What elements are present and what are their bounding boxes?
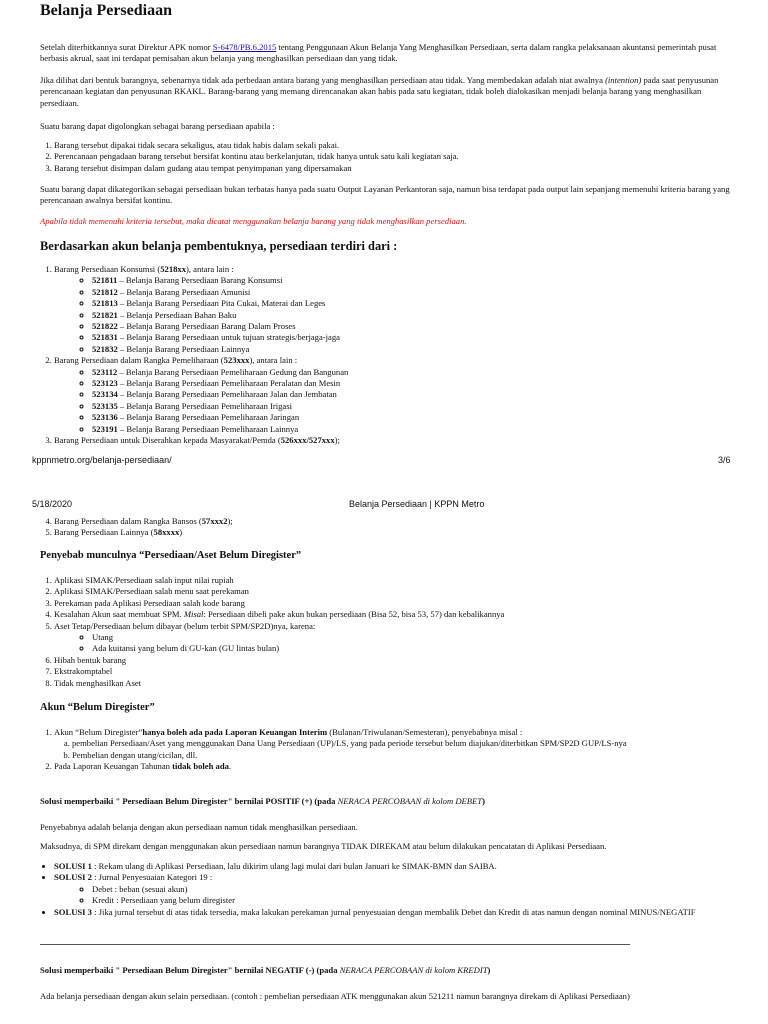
penyebab-item: 6. Hibah bentuk barang (54, 655, 734, 666)
akun-item (92, 389, 734, 400)
solusi-subitem: ◦ Kredit : Persediaan yang belum diregister (92, 895, 734, 906)
penyebab-item: 7. Ekstrakomptabel (54, 666, 734, 677)
akun-code: 521811 (92, 275, 118, 286)
akun-belum-diregister-item (54, 727, 734, 761)
persediaan-type-list (54, 264, 734, 447)
type-code: 57xxx2 (201, 516, 228, 526)
penyebab-sublist (54, 632, 734, 655)
type-label: Barang Persediaan dalam Rangka Bansos ( (54, 516, 202, 526)
akun-name: – Belanja Barang Persediaan Pemeliharaan Gedung dan Bangunan (117, 366, 349, 377)
type-label: Barang Persediaan Konsumsi ( (54, 264, 161, 274)
type-label-tail: ); (227, 516, 233, 526)
type-label-tail: ), antara lain : (249, 355, 298, 366)
penyebab-list (54, 575, 734, 689)
akun-name: – Belanja Barang Persediaan Lainnya (117, 343, 250, 354)
page-title: Belanja Persediaan (40, 2, 172, 19)
type-label-tail: ); (334, 435, 340, 446)
type-code: 58xxxx (153, 527, 180, 538)
akun-name: – Belanja Barang Persediaan Barang Konsumsi (117, 275, 283, 286)
akun-code: 521821 (92, 309, 118, 320)
section-heading-komposisi: Berdasarkan akun belanja pembentuknya, persediaan terdiri dari : (40, 239, 398, 253)
akun-text-c: . (228, 761, 232, 772)
akun-code: 521832 (92, 343, 118, 354)
akun-text-a: Pada Laporan Keuangan Tahunan (54, 761, 173, 772)
criteria-item: 3. Barang tersebut disimpan dalam gudang atau tempat penyimpanan yang dipersamakan (54, 163, 734, 174)
akun-belum-diregister-list (54, 727, 734, 773)
solusi-positif-paragraph-1: Penyebabnya adalah belanja dengan akun persediaan namun tidak menghasilkan persediaan. (40, 822, 358, 832)
criteria-list (54, 140, 734, 174)
header-date: 5/18/2020 (32, 499, 73, 509)
akun-item (92, 367, 734, 378)
intro-p2-text-a: Jika dilihat dari bentuk barangnya, sebenarnya tidak ada perbedaan antara barang yang menghasilkan persediaan atau tidak. Yang membedakan adalah niat awalnya (40, 75, 606, 85)
persediaan-type-item (54, 264, 734, 355)
akun-code: 523135 (92, 400, 118, 411)
persediaan-type-item (54, 355, 734, 435)
akun-text-bold: hanya boleh ada pada Laporan Keuangan Interim (142, 727, 328, 737)
solusi-label: SOLUSI 2 (54, 872, 92, 883)
solusi-positif-paragraph-2: Maksudnya, di SPM direkam dengan menggunakan akun persediaan namun barangnya TIDAK DIREKAM atau belum dilakukan pencatatan di Aplikasi Persediaan. (40, 841, 607, 851)
surat-link[interactable]: S-6478/PB.6.2015 (212, 42, 277, 52)
akun-name: – Belanja Barang Persediaan Amunisi (117, 286, 251, 297)
penyebab-subitem: ◦ Utang (92, 632, 734, 643)
akun-item (92, 275, 734, 286)
header-title: Belanja Persediaan | KPPN Metro (349, 499, 485, 509)
penyebab-item (54, 621, 734, 655)
intro-p2-intention: (intention) (605, 75, 642, 85)
akun-code: 523136 (92, 412, 118, 423)
akun-code: 523191 (92, 423, 118, 434)
penyebab-misal: Misal (183, 609, 204, 620)
solusi-text: : Jika jurnal tersebut di atas tidak tersedia, maka lakukan perekaman jurnal penyesuaian dengan membalik Debet dan Kredit di atas namun dengan nominal MINUS/NEGATIF (91, 906, 696, 917)
intro-p1-text-a: Setelah diterbitkannya surat Direktur APK nomor (40, 42, 213, 52)
solusi-item (54, 907, 734, 918)
criteria-item: 2. Perencanaan pengadaan barang tersebut bersifat kontinu atau berkelanjutan, tidak hanya untuk satu kali kegiatan saja. (54, 151, 734, 162)
penyebab-text: Kesalahan Akun saat membuat SPM. (54, 609, 184, 620)
type-label: Barang Persediaan Lainnya ( (54, 527, 154, 538)
persediaan-type-item (54, 527, 734, 538)
akun-text-bold: tidak boleh ada (172, 761, 229, 772)
akun-name: – Belanja Barang Persediaan Pita Cukai, Materai dan Leges (117, 298, 326, 309)
solusi-item (54, 872, 734, 906)
akun-item (92, 344, 734, 355)
akun-sublist (54, 275, 734, 355)
penyebab-item: 2. Aplikasi SIMAK/Persediaan salah menu saat perekaman (54, 586, 734, 597)
type-code: 523xxx (223, 355, 250, 366)
intro-p2-text-b: pada saat penyusunan perencanaan kegiatan dan penyusunan RKAKL. Barang-barang yang memang direncanakan akan habis pada satu kegiatan, tidak boleh dialokasikan menjadi belanja barang yang menghasilkan persediaan. (40, 75, 719, 108)
akun-text-c: (Bulanan/Triwulanan/Semesteran), penyebabnya misal : (327, 727, 523, 737)
akun-name: – Belanja Barang Persediaan untuk tujuan strategis/berjaga-jaga (117, 332, 340, 343)
akun-item (92, 332, 734, 343)
akun-item (92, 424, 734, 435)
akun-code: 523134 (92, 389, 118, 400)
penyebab-item (54, 609, 734, 620)
akun-item (92, 321, 734, 332)
section-heading-akun-belum-diregister: Akun “Belum Diregister” (40, 702, 155, 713)
akun-name: – Belanja Barang Persediaan Pemeliharaan Jaringan (117, 412, 300, 423)
section-divider (40, 944, 630, 945)
solusi-label: SOLUSI 3 (54, 906, 92, 917)
akun-code: 521831 (92, 332, 118, 343)
penyebab-text: Aset Tetap/Persediaan belum dibayar (belum terbit SPM/SP2D)nya, karena: (54, 620, 316, 631)
warning-text: Apabila tidak memenuhi kriteria tersebut, maka dicatat menggunakan belanja barang yang tidak menghasilkan persediaan. (40, 216, 467, 226)
solusi-subitem: ◦ Debet : beban (sesuai akun) (92, 884, 734, 895)
akun-sublist (54, 367, 734, 435)
penyebab-subitem: ◦ Ada kuitansi yang belum di GU-kan (GU lintas bulan) (92, 643, 734, 654)
intro-p1-text-b: tentang Penggunaan Akun Belanja Yang Menghasilkan Persediaan, serta dalam rangka pelaksanaan akuntansi pemerintah pusat berbasis akrual, saat ini terdapat pemisahan akun belanja yang menghasilkan persediaan dan yang tidak. (40, 42, 717, 64)
solusi-negatif-paragraph-1: Ada belanja persediaan dengan akun selain persediaan. (contoh : pembelian persediaan ATK menggunakan akun 521211 namun barangnya direkam di Aplikasi Persediaan) (40, 991, 630, 1001)
solusi-negatif-heading (40, 965, 730, 976)
footer-page-number: 3/6 (718, 455, 731, 465)
intro-paragraph-4: Suatu barang dapat dikategorikan sebagai persediaan bukan terbatas hanya pada suatu Output Layanan Perkantoran saja, namun bisa terdapat pada output lain sepanjang memenuhi kriteria barang yang perencanaan awalnya bersifat kontinu. (40, 184, 730, 206)
solusi-heading-text: Solusi memperbaiki " Persediaan Belum Diregister" bernilai NEGATIF (-) (pada (40, 965, 340, 975)
akun-name: – Belanja Barang Persediaan Pemeliharaan Irigasi (117, 400, 292, 411)
intro-paragraph-1 (40, 42, 730, 65)
akun-code: 521812 (92, 286, 118, 297)
solusi-text: : Jurnal Penyesuaian Kategori 19 : (91, 872, 213, 883)
solusi-heading-tail: ) (482, 796, 485, 806)
akun-text-a: Akun “Belum Diregister” (54, 727, 143, 737)
akun-item (92, 401, 734, 412)
akun-code: 523112 (92, 366, 118, 377)
type-label-tail: ) (179, 527, 183, 538)
type-code: 5218xx (160, 264, 186, 274)
akun-subitem: b. Pembelian dengan utang/cicilan, dll. (72, 750, 734, 761)
section-heading-penyebab: Penyebab munculnya “Persediaan/Aset Belum Diregister” (40, 550, 302, 561)
akun-subitem: a. pembelian Persediaan/Aset yang menggunakan Dana Uang Persediaan (UP)/LS, yang pada periode tersebut belum diajukan/diterbitkan SPM/SP2D GUP/LS-nya (72, 738, 734, 749)
akun-name: – Belanja Barang Persediaan Pemeliharaan Lainnya (117, 423, 299, 434)
akun-name: – Belanja Barang Persediaan Barang Dalam Proses (117, 321, 296, 332)
intro-paragraph-3: Suatu barang dapat digolongkan sebagai barang persediaan apabila : (40, 121, 275, 131)
type-label: Barang Persediaan dalam Rangka Pemeliharaan ( (54, 355, 224, 366)
footer-url: kppnmetro.org/belanja-persediaan/ (32, 455, 172, 465)
solusi-heading-italic: NERACA PERCOBAAN di kolom DEBET (337, 796, 483, 806)
penyebab-item: 8. Tidak menghasilkan Aset (54, 678, 734, 689)
akun-code: 521822 (92, 321, 118, 332)
akun-belum-diregister-item (54, 761, 734, 772)
solusi-text: : Rekam ulang di Aplikasi Persediaan, lalu dikirim ulang lagi mulai dari bulan Januari ke SIMAK-BMN dan SAIBA. (91, 861, 497, 871)
solusi-heading-text: Solusi memperbaiki " Persediaan Belum Diregister" bernilai POSITIF (+) (pada (40, 796, 338, 806)
persediaan-type-item (54, 516, 734, 527)
persediaan-type-list-continued (54, 516, 734, 539)
persediaan-type-item (54, 435, 734, 446)
criteria-item: 1. Barang tersebut dipakai tidak secara sekaligus, atau tidak habis dalam sekali pakai. (54, 140, 734, 151)
type-label-tail: ), antara lain : (186, 264, 234, 274)
type-label: Barang Persediaan untuk Diserahkan kepada Masyarakat/Pemda ( (54, 435, 281, 446)
akun-item (92, 298, 734, 309)
intro-paragraph-2 (40, 75, 730, 109)
akun-code: 523123 (92, 378, 118, 389)
akun-code: 521813 (92, 298, 118, 309)
akun-item (92, 287, 734, 298)
penyebab-item: 3. Perekaman pada Aplikasi Persediaan salah kode barang (54, 598, 734, 609)
type-code: 526xxx/527xxx (280, 435, 335, 446)
solusi-item (54, 861, 734, 872)
solusi-sublist (54, 884, 734, 907)
akun-name: – Belanja Persediaan Bahan Baku (117, 309, 237, 320)
akun-item (92, 412, 734, 423)
akun-name: – Belanja Barang Persediaan Pemeliharaan Peralatan dan Mesin (117, 378, 341, 389)
penyebab-text-b: : Persediaan dibeli pake akun bukan persediaan (Bisa 52, bisa 53, 57) dan kebalikannya (203, 609, 505, 620)
penyebab-item: 1. Aplikasi SIMAK/Persediaan salah input nilai rupiah (54, 575, 734, 586)
akun-item (92, 310, 734, 321)
solusi-positif-list (54, 861, 734, 918)
solusi-heading-italic: NERACA PERCOBAAN di kolom KREDIT (339, 965, 488, 975)
solusi-heading-tail: ) (487, 965, 491, 975)
akun-sublist (54, 738, 734, 761)
akun-name: – Belanja Barang Persediaan Pemeliharaan Jalan dan Jembatan (117, 389, 337, 400)
solusi-label: SOLUSI 1 (54, 861, 92, 871)
solusi-positif-heading (40, 796, 730, 807)
akun-item (92, 378, 734, 389)
